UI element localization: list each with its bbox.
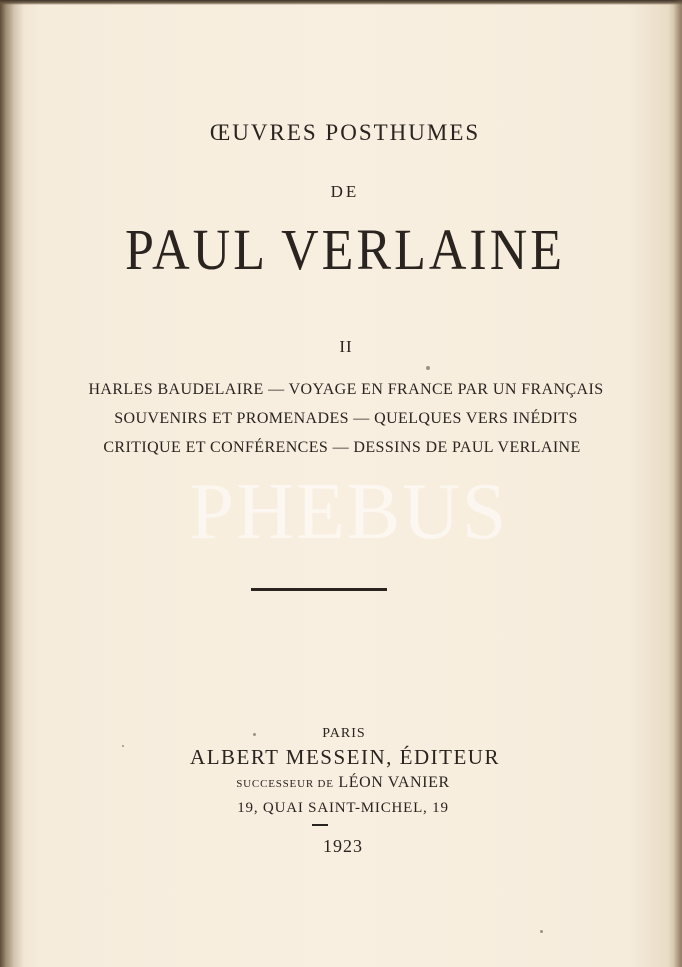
volume-number: II	[339, 337, 353, 356]
imprint-successor	[0, 775, 682, 791]
paper-speck	[426, 366, 430, 370]
paper-speck	[122, 745, 124, 747]
paper-speck	[253, 733, 256, 736]
contents-line: CRITIQUE ET CONFÉRENCES — DESSINS DE PAUL VERLAINE	[103, 439, 581, 456]
contents-list	[0, 381, 682, 468]
author-name: PAUL VERLAINE	[124, 218, 566, 283]
page-top-edge	[0, 0, 682, 5]
imprint-publisher: ALBERT MESSEIN, ÉDITEUR	[190, 745, 500, 769]
divider-rule	[251, 588, 387, 591]
title-preposition: DE	[330, 182, 360, 201]
contents-line: HARLES BAUDELAIRE — VOYAGE EN FRANCE PAR UN FRANÇAIS	[88, 381, 604, 398]
successor-name: LÉON VANIER	[338, 774, 450, 791]
imprint-year: 1923	[323, 836, 363, 856]
series-title: ŒUVRES POSTHUMES	[209, 120, 481, 145]
contents-line: SOUVENIRS ET PROMENADES — QUELQUES VERS INÉDITS	[114, 410, 578, 427]
paper-speck	[540, 930, 543, 933]
watermark: PHEBUS	[189, 468, 509, 556]
imprint-address: 19, QUAI SAINT-MICHEL, 19	[237, 800, 449, 816]
imprint-dash	[312, 824, 328, 826]
successor-prefix: SUCCESSEUR DE	[236, 778, 334, 790]
imprint-place: PARIS	[322, 726, 366, 741]
